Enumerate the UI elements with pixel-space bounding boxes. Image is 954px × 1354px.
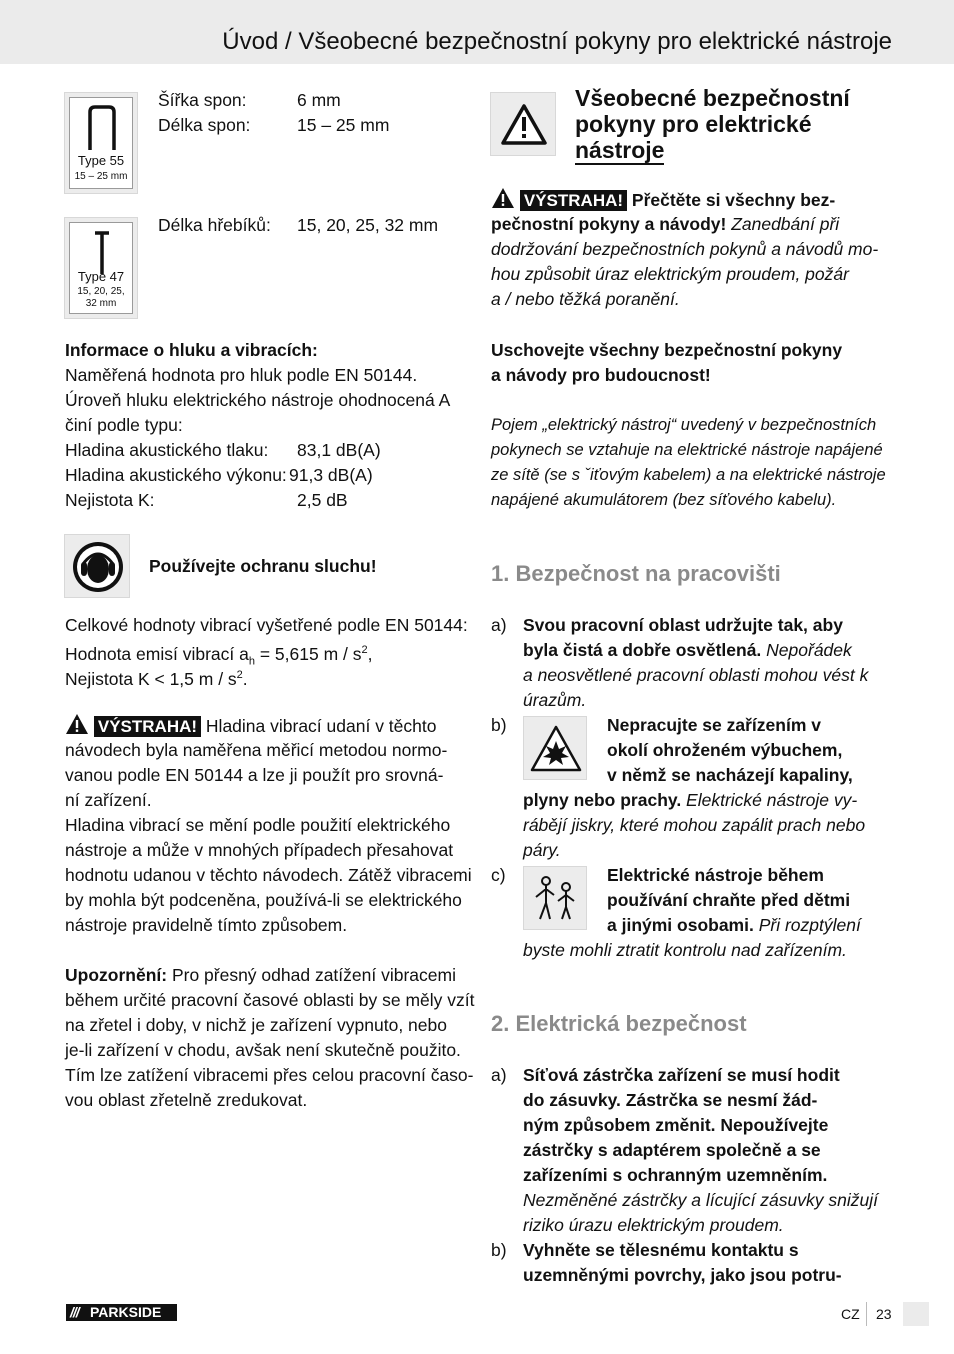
language-code: CZ xyxy=(841,1306,860,1322)
section-1-heading: 1. Bezpečnost na pracovišti xyxy=(491,561,781,586)
item-text: v němž se nacházejí kapaliny, xyxy=(607,765,853,785)
explosion-pictogram xyxy=(530,725,582,773)
noise-row-value: 91,3 dB(A) xyxy=(289,465,373,485)
vibration-emission-line: Hodnota emisí vibrací $a_h = 5,615$ m / $s^2$, xyxy=(65,643,373,668)
warning-line: nástroje pravidelně tímto způsobem. xyxy=(65,915,348,935)
staple-width-value: 6 mm xyxy=(297,90,341,110)
item-text: páry. xyxy=(523,840,561,860)
item-label: b) xyxy=(491,1240,507,1260)
note-line: Tím lze zatížení vibracemi přes celou pracovní časo- xyxy=(65,1065,474,1085)
warning-line: hodnotu udanou v těchto návodech. Zátěž vibracemi xyxy=(65,865,472,885)
item-text: byla čistá a dobře osvětlená. Nepořádek xyxy=(523,640,852,660)
noise-row-label: Hladina akustického tlaku: xyxy=(65,440,269,460)
warning-line: nástroje a může v mnohých případech přesahovat xyxy=(65,840,454,860)
brand-name: PARKSIDE xyxy=(90,1304,162,1320)
warning-triangle-icon xyxy=(501,103,547,145)
page-title: Úvod / Všeobecné bezpečnostní pokyny pro elektrické nástroje xyxy=(222,28,892,55)
item-label: a) xyxy=(491,615,507,635)
noise-row-label: Hladina akustického výkonu: xyxy=(65,465,287,485)
note-line: během určité pracovní časové oblasti by se měly vzít xyxy=(65,990,475,1010)
item-text: používání chraňte před dětmi xyxy=(607,890,851,910)
section-title: pokyny pro elektrické xyxy=(575,111,812,137)
general-warning-icon xyxy=(490,92,556,156)
item-text: a neosvětlené pracovní oblasti mohou vést k xyxy=(523,665,869,685)
warning-line: návodech byla naměřena měřicí metodou normo- xyxy=(65,740,448,760)
section-title: nástroje xyxy=(575,137,665,163)
note-line: je-li zařízení v chodu, avšak není skutečně použito. xyxy=(65,1040,461,1060)
term-line: pokynech se vztahuje na elektrické nástroje napájené xyxy=(491,441,883,459)
warning-line: Hladina vibrací se mění podle použití elektrického xyxy=(65,815,451,835)
warning-line: vanou podle EN 50144 a lze ji použít pro srovná- xyxy=(65,765,444,785)
item-text: okolí ohroženém výbuchem, xyxy=(607,740,843,760)
item-text: ným způsobem změnit. Nepoužívejte xyxy=(523,1115,829,1135)
noise-row-label: Nejistota K: xyxy=(65,490,155,510)
item-text: plyny nebo prachy. Elektrické nástroje vy- xyxy=(523,790,858,810)
note-line: Upozornění: Pro přesný odhad zatížení vibracemi xyxy=(65,965,456,985)
noise-line: činí podle typu: xyxy=(65,415,183,435)
nail-type-label: Type 47 xyxy=(77,269,125,284)
nail-length-label: Délka hřebíků: xyxy=(158,215,271,235)
nail-type-icon xyxy=(64,217,138,319)
item-label: b) xyxy=(491,715,507,735)
staple-width-label: Šířka spon: xyxy=(158,90,247,110)
item-text: uzemněnými povrchy, jako jsou potru- xyxy=(523,1265,842,1285)
warning-line: pečnostní pokyny a návody! Zanedbání při xyxy=(491,214,840,234)
keep-instructions-line: a návody pro budoucnost! xyxy=(491,365,711,385)
warning-line: a / nebo těžká poranění. xyxy=(491,289,680,309)
note-line: vou oblast zřetelně zredukovat. xyxy=(65,1090,308,1110)
staple-type-label: Type 55 xyxy=(77,153,125,168)
warning-line: VÝSTRAHA! Hladina vibrací udaní v těchto xyxy=(65,713,436,739)
item-text: Svou pracovní oblast udržujte tak, aby xyxy=(523,615,843,635)
section-2-heading: 2. Elektrická bezpečnost xyxy=(491,1011,747,1036)
warning-line: dodržování bezpečnostních pokynů a návodů mo- xyxy=(491,239,879,259)
note-line: na zřetel i doby, v nichž je zařízení vypnuto, nebo xyxy=(65,1015,447,1035)
warning-badge: VÝSTRAHA! xyxy=(520,190,627,211)
brand-logo xyxy=(66,1304,177,1321)
ear-protection-text: Používejte ochranu sluchu! xyxy=(149,556,377,576)
children-pictogram xyxy=(532,873,580,925)
warning-line: ní zařízení. xyxy=(65,790,152,810)
item-text: úrazům. xyxy=(523,690,587,710)
vibration-line: Celkové hodnoty vibrací vyšetřené podle EN 50144: xyxy=(65,615,468,635)
page-header xyxy=(0,0,954,64)
term-line: Pojem „elektrický nástroj“ uvedený v bezpečnostních xyxy=(491,416,877,434)
noise-heading: Informace o hluku a vibracích: xyxy=(65,340,318,360)
item-text: rábějí jiskry, které mohou zapálit prach nebo xyxy=(523,815,866,835)
item-text: Elektrické nástroje během xyxy=(607,865,824,885)
item-label: c) xyxy=(491,865,506,885)
item-text: Síťová zástrčka zařízení se musí hodit xyxy=(523,1065,840,1085)
item-text: byste mohli ztratit kontrolu nad zařízením. xyxy=(523,940,847,960)
warning-triangle-icon xyxy=(491,187,515,209)
item-text: zástrčky s adaptérem společně a se xyxy=(523,1140,821,1160)
footer-divider xyxy=(866,1302,867,1326)
term-line: ze sítě (se s ˇiťovým kabelem) a na elektrické nástroje xyxy=(491,466,886,484)
section-title: Všeobecné bezpečnostní xyxy=(575,85,850,111)
staple-length-value: 15 – 25 mm xyxy=(297,115,390,135)
item-text: Nezměněné zástrčky a lícující zásuvky snižují xyxy=(523,1190,878,1210)
nail-range-label-2: 32 mm xyxy=(85,298,117,309)
nail-length-value: 15, 20, 25, 32 mm xyxy=(297,215,439,235)
warning-badge: VÝSTRAHA! xyxy=(94,716,201,737)
warning-line: by mohla být podceněna, používá-li se elektrického xyxy=(65,890,462,910)
item-label: a) xyxy=(491,1065,507,1085)
item-text: do zásuvky. Zástrčka se nesmí žád- xyxy=(523,1090,818,1110)
noise-line: Naměřená hodnota pro hluk podle EN 50144. xyxy=(65,365,418,385)
page-tab xyxy=(903,1302,929,1326)
keep-instructions-line: Uschovejte všechny bezpečnostní pokyny xyxy=(491,340,843,360)
noise-line: Úroveň hluku elektrického nástroje ohodnocená A xyxy=(65,390,451,410)
staple-range-label: 15 – 25 mm xyxy=(74,171,128,182)
warning-triangle-icon xyxy=(65,713,89,735)
noise-row-value: 2,5 dB xyxy=(297,490,348,510)
staple-type-icon xyxy=(64,92,138,194)
item-text: riziko úrazu elektrickým proudem. xyxy=(523,1215,784,1235)
ear-protection-icon xyxy=(64,534,130,598)
page-number: 23 xyxy=(876,1306,892,1322)
vibration-uncertainty-line: Nejistota K < 1,5 m / $s^2$. xyxy=(65,668,248,689)
item-text: Nepracujte se zařízením v xyxy=(607,715,821,735)
brand-slashes-icon: /// xyxy=(70,1304,79,1320)
explosion-icon xyxy=(523,716,587,780)
children-icon xyxy=(523,866,587,930)
noise-row-value: 83,1 dB(A) xyxy=(297,440,381,460)
item-text: a jinými osobami. Při rozptýlení xyxy=(607,915,861,935)
staple-icon xyxy=(86,104,118,152)
ear-protection-pictogram xyxy=(71,540,125,594)
item-text: zařízeními s ochranným uzemněním. xyxy=(523,1165,828,1185)
item-text: Vyhněte se tělesnému kontaktu s xyxy=(523,1240,799,1260)
nail-range-label-1: 15, 20, 25, xyxy=(77,286,125,297)
staple-length-label: Délka spon: xyxy=(158,115,251,135)
term-line: napájené akumulátorem (bez síťového kabelu). xyxy=(491,491,837,509)
warning-line: hou způsobit úraz elektrickým proudem, požár xyxy=(491,264,849,284)
warning-line: VÝSTRAHA! Přečtěte si všechny bez- xyxy=(491,187,835,213)
